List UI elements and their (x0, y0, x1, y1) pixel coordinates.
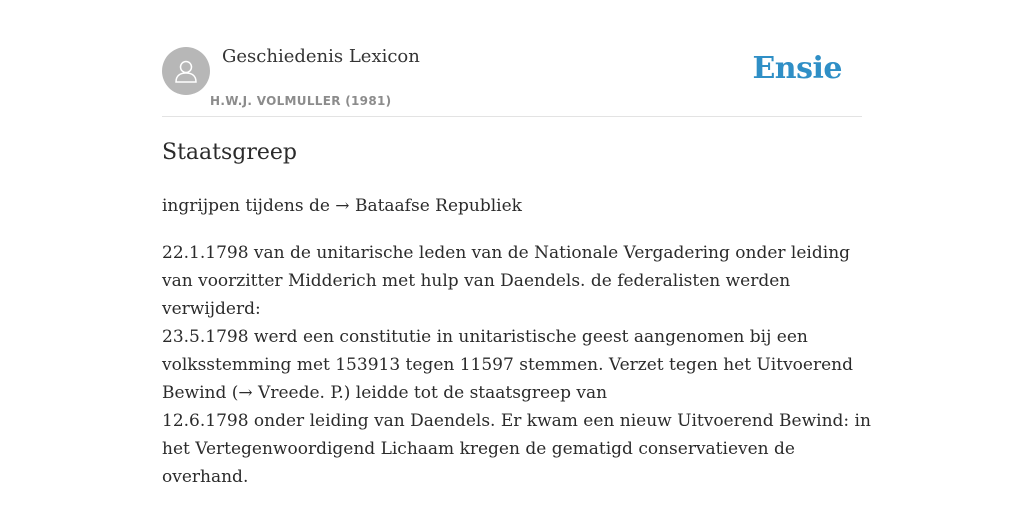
body-line: 22.1.1798 van de unitarische leden van de Nationale Vergadering onder leiding (162, 243, 851, 263)
body-line: overhand. (162, 467, 249, 487)
user-icon (171, 56, 201, 86)
avatar[interactable] (162, 47, 210, 95)
source-title[interactable]: Geschiedenis Lexicon (222, 46, 420, 67)
source-author: H.W.J. VOLMULLER (1981) (210, 94, 392, 108)
body-line: Bewind (→ Vreede. P.) leidde tot de staatsgreep van (162, 383, 608, 403)
article-body (162, 239, 871, 491)
brand-logo[interactable]: Ensie (752, 51, 842, 86)
body-line: verwijderd: (162, 299, 261, 319)
source-header (162, 0, 862, 117)
page (162, 0, 871, 487)
body-line: van voorzitter Midderich met hulp van Daendels. de federalisten werden (162, 271, 791, 291)
body-line: volksstemming met 153913 tegen 11597 stemmen. Verzet tegen het Uitvoerend (162, 355, 853, 375)
article-subtitle: ingrijpen tijdens de → Bataafse Republiek (162, 196, 522, 216)
body-line: 12.6.1798 onder leiding van Daendels. Er kwam een nieuw Uitvoerend Bewind: in (162, 411, 871, 431)
body-line: het Vertegenwoordigend Lichaam kregen de gematigd conservatieven de (162, 439, 795, 459)
body-line: 23.5.1798 werd een constitutie in unitaristische geest aangenomen bij een (162, 327, 808, 347)
article-title: Staatsgreep (162, 140, 297, 165)
